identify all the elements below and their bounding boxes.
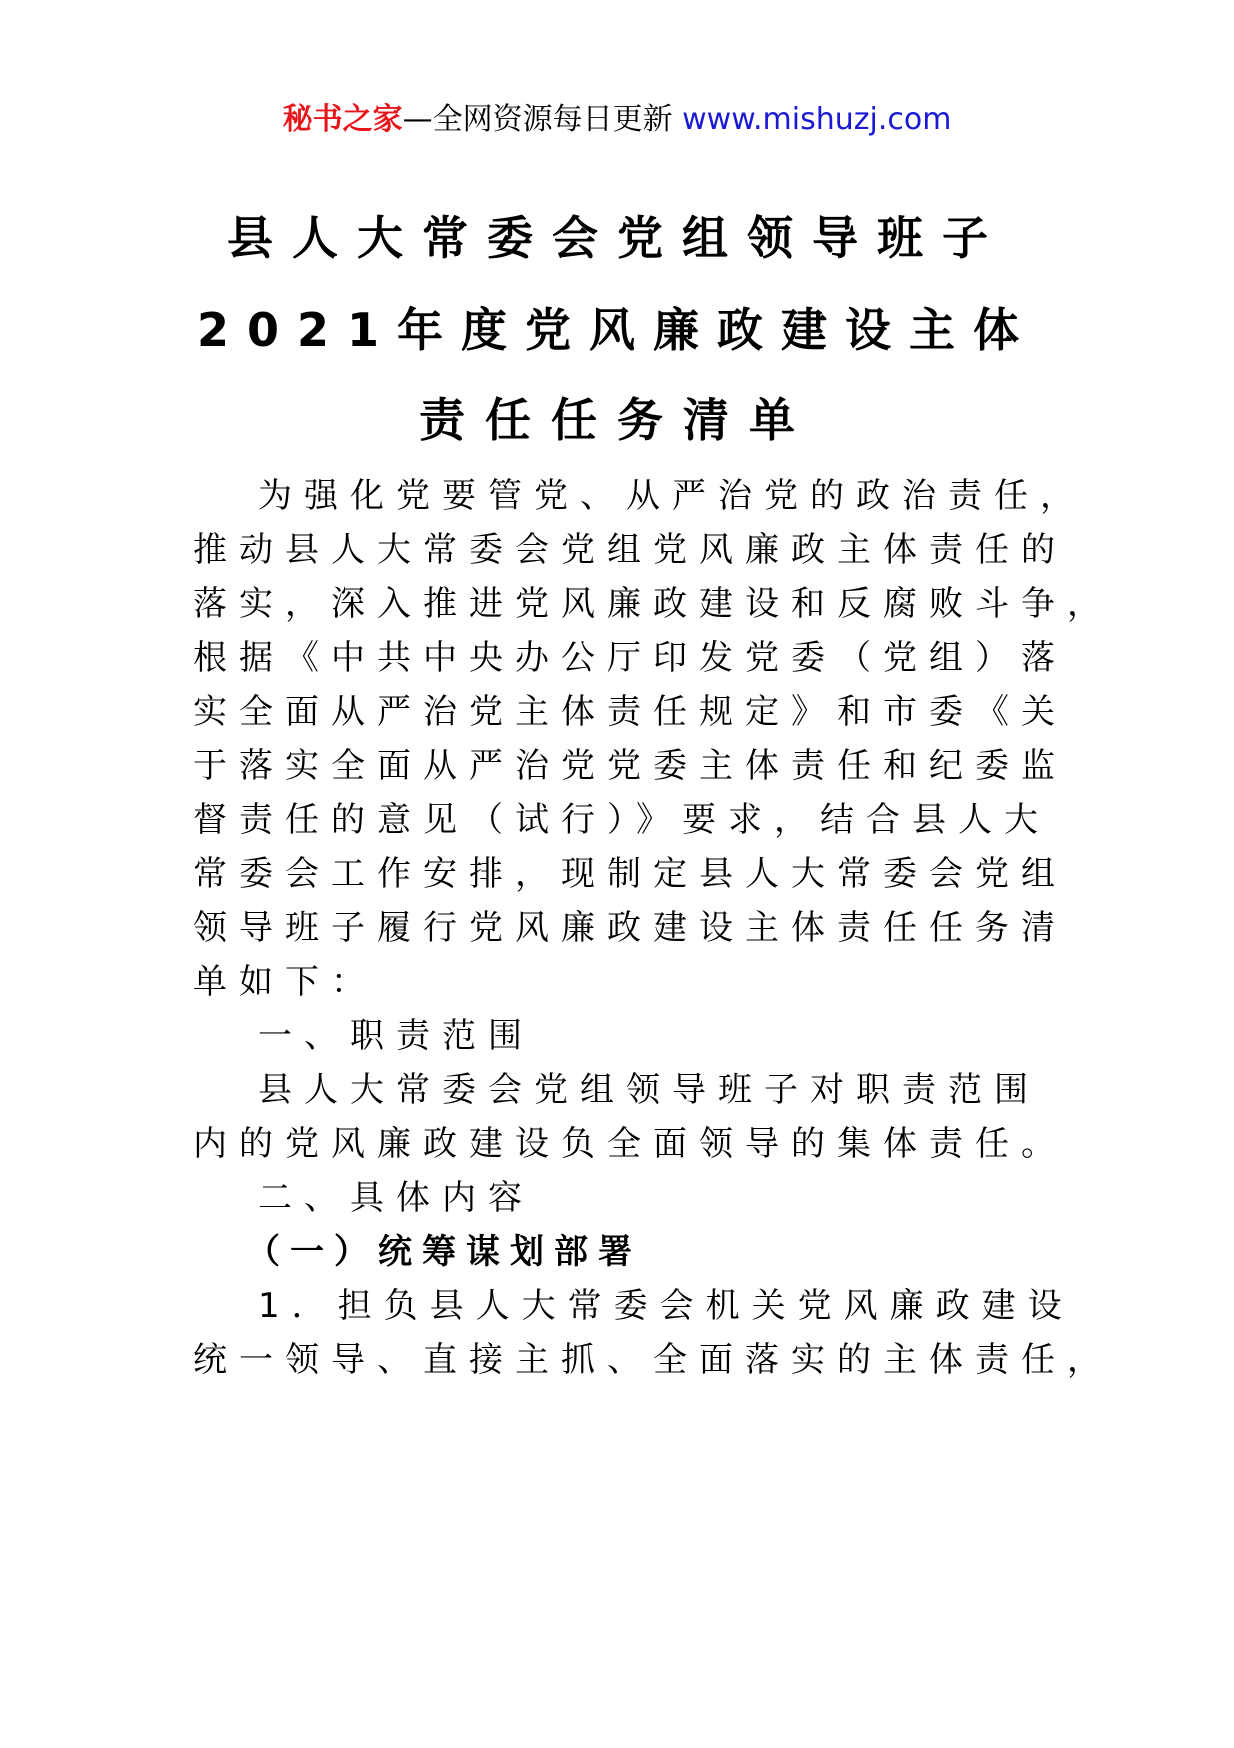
paragraph-line: 单如下： — [193, 962, 377, 1002]
paragraph-line: 督责任的意见（试行）》要求，结合县人大 — [193, 800, 1050, 840]
paragraph-line: 于落实全面从严治党党委主体责任和纪委监 — [193, 746, 1067, 786]
paragraph-line: 落实，深入推进党风廉政建设和反腐败斗争， — [193, 584, 1113, 624]
paragraph-line: 推动县人大常委会党组党风廉政主体责任的 — [193, 530, 1067, 570]
subsection-heading: （一）统筹谋划部署 — [246, 1232, 642, 1272]
document-title-line-3: 责任任务清单 — [419, 393, 815, 447]
paragraph-line: 统一领导、直接主抓、全面落实的主体责任， — [193, 1340, 1113, 1380]
paragraph-line: 领导班子履行党风廉政建设主体责任任务清 — [193, 908, 1067, 948]
site-tagline: —全网资源每日更新 — [402, 102, 683, 137]
document-title-line-2: 2021年度党风廉政建设主体 — [196, 303, 1038, 357]
paragraph-line: 根据《中共中央办公厅印发党委（党组）落 — [193, 638, 1067, 678]
paragraph-line: 为强化党要管党、从严治党的政治责任， — [258, 476, 1086, 516]
site-url-link[interactable]: www.mishuzj.com — [682, 102, 952, 137]
paragraph-line: 内的党风廉政建设负全面领导的集体责任。 — [193, 1124, 1067, 1164]
site-brand: 秘书之家 — [282, 102, 403, 137]
section-heading: 一、职责范围 — [258, 1016, 534, 1056]
paragraph-line: 实全面从严治党主体责任规定》和市委《关 — [193, 692, 1067, 732]
document-title-line-1: 县人大常委会党组领导班子 — [227, 211, 1007, 265]
paragraph-line: 常委会工作安排，现制定县人大常委会党组 — [193, 854, 1067, 894]
paragraph-line: 1．担负县人大常委会机关党风廉政建设 — [258, 1286, 1074, 1326]
section-heading: 二、具体内容 — [258, 1178, 534, 1218]
site-header — [0, 100, 1234, 140]
paragraph-line: 县人大常委会党组领导班子对职责范围 — [258, 1070, 1040, 1110]
